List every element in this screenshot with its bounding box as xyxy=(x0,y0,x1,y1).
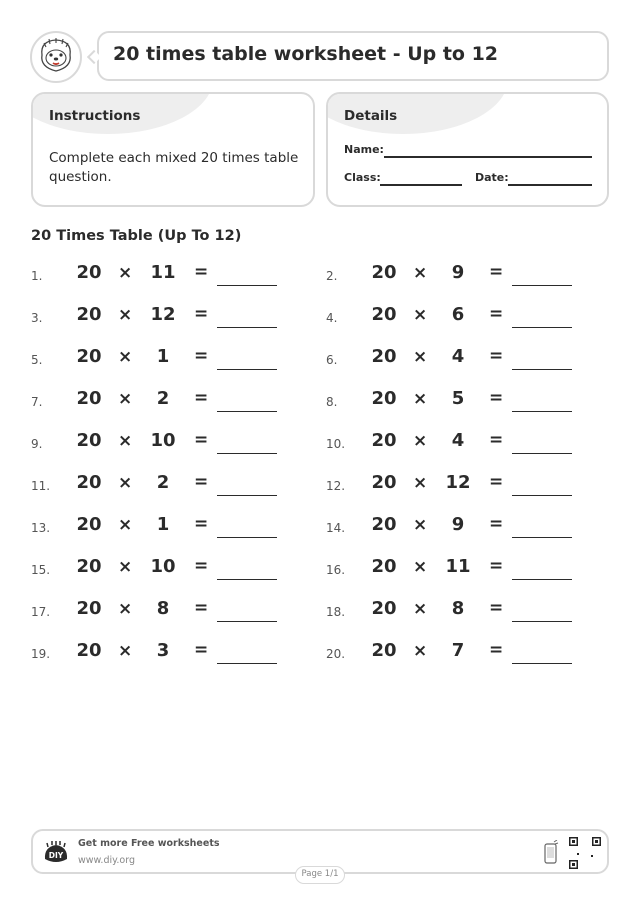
instructions-heading: Instructions xyxy=(49,108,141,124)
factor-a: 20 xyxy=(371,598,397,619)
question-item xyxy=(326,346,586,374)
factor-b: 1 xyxy=(156,346,170,367)
qr-code-icon xyxy=(569,837,601,869)
factor-a: 20 xyxy=(371,514,397,535)
factor-a: 20 xyxy=(76,640,102,661)
date-label: Date: xyxy=(475,171,509,184)
question-item xyxy=(31,430,291,458)
question-item xyxy=(326,388,586,416)
answer-blank[interactable] xyxy=(512,495,572,496)
answer-blank[interactable] xyxy=(217,369,277,370)
answer-blank[interactable] xyxy=(217,411,277,412)
factor-a: 20 xyxy=(76,262,102,283)
class-label: Class: xyxy=(344,171,381,184)
answer-blank[interactable] xyxy=(217,453,277,454)
factor-b: 8 xyxy=(451,598,465,619)
factor-b: 10 xyxy=(150,556,176,577)
factor-b: 7 xyxy=(451,640,465,661)
equals-sign: = xyxy=(194,556,209,576)
equals-sign: = xyxy=(194,388,209,408)
times-sign: × xyxy=(413,347,428,367)
times-sign: × xyxy=(118,599,133,619)
answer-blank[interactable] xyxy=(217,537,277,538)
answer-blank[interactable] xyxy=(512,453,572,454)
page-title: 20 times table worksheet - Up to 12 xyxy=(113,43,499,65)
question-item xyxy=(326,598,586,626)
times-sign: × xyxy=(413,515,428,535)
question-number: 4. xyxy=(326,311,338,325)
question-number: 18. xyxy=(326,605,346,619)
question-item xyxy=(326,262,586,290)
times-sign: × xyxy=(118,557,133,577)
equals-sign: = xyxy=(489,514,504,534)
phone-icon xyxy=(543,840,559,866)
question-number: 15. xyxy=(31,563,51,577)
times-sign: × xyxy=(413,557,428,577)
answer-blank[interactable] xyxy=(512,369,572,370)
times-sign: × xyxy=(118,305,133,325)
answer-blank[interactable] xyxy=(512,579,572,580)
factor-a: 20 xyxy=(371,556,397,577)
equals-sign: = xyxy=(489,346,504,366)
question-number: 7. xyxy=(31,395,43,409)
factor-b: 12 xyxy=(150,304,176,325)
svg-text:DIY: DIY xyxy=(48,851,64,860)
equals-sign: = xyxy=(194,346,209,366)
factor-b: 4 xyxy=(451,346,465,367)
equals-sign: = xyxy=(194,304,209,324)
factor-b: 5 xyxy=(451,388,465,409)
title-box xyxy=(97,31,609,81)
equals-sign: = xyxy=(194,598,209,618)
equals-sign: = xyxy=(489,598,504,618)
answer-blank[interactable] xyxy=(512,411,572,412)
factor-b: 1 xyxy=(156,514,170,535)
instructions-panel xyxy=(31,92,315,207)
answer-blank[interactable] xyxy=(217,327,277,328)
question-number: 1. xyxy=(31,269,43,283)
equals-sign: = xyxy=(489,556,504,576)
question-number: 17. xyxy=(31,605,51,619)
times-sign: × xyxy=(413,599,428,619)
equals-sign: = xyxy=(194,640,209,660)
question-item xyxy=(31,514,291,542)
details-panel xyxy=(326,92,609,207)
times-sign: × xyxy=(118,641,133,661)
answer-blank[interactable] xyxy=(217,495,277,496)
factor-a: 20 xyxy=(371,346,397,367)
factor-b: 10 xyxy=(150,430,176,451)
factor-b: 3 xyxy=(156,640,170,661)
section-title: 20 Times Table (Up To 12) xyxy=(31,228,242,244)
times-sign: × xyxy=(118,473,133,493)
answer-blank[interactable] xyxy=(512,537,572,538)
details-heading: Details xyxy=(344,108,398,124)
answer-blank[interactable] xyxy=(512,285,572,286)
times-sign: × xyxy=(118,389,133,409)
question-number: 12. xyxy=(326,479,346,493)
factor-b: 9 xyxy=(451,262,465,283)
answer-blank[interactable] xyxy=(512,663,572,664)
question-item xyxy=(31,472,291,500)
factor-a: 20 xyxy=(371,304,397,325)
times-sign: × xyxy=(413,431,428,451)
sloth-avatar-icon xyxy=(30,31,82,83)
factor-a: 20 xyxy=(76,472,102,493)
equals-sign: = xyxy=(489,430,504,450)
question-item xyxy=(31,598,291,626)
question-item xyxy=(326,472,586,500)
question-item xyxy=(31,262,291,290)
equals-sign: = xyxy=(489,388,504,408)
equals-sign: = xyxy=(194,472,209,492)
name-field[interactable] xyxy=(384,156,592,158)
footer-url[interactable]: www.diy.org xyxy=(78,855,135,866)
equals-sign: = xyxy=(489,304,504,324)
factor-b: 6 xyxy=(451,304,465,325)
question-item xyxy=(326,640,586,668)
factor-a: 20 xyxy=(76,304,102,325)
answer-blank[interactable] xyxy=(217,579,277,580)
factor-b: 9 xyxy=(451,514,465,535)
question-item xyxy=(326,556,586,584)
times-sign: × xyxy=(118,515,133,535)
date-field[interactable] xyxy=(508,184,592,186)
question-item xyxy=(31,640,291,668)
question-number: 16. xyxy=(326,563,346,577)
times-sign: × xyxy=(118,347,133,367)
factor-a: 20 xyxy=(76,598,102,619)
question-number: 9. xyxy=(31,437,43,451)
equals-sign: = xyxy=(489,262,504,282)
factor-a: 20 xyxy=(76,430,102,451)
answer-blank[interactable] xyxy=(217,621,277,622)
times-sign: × xyxy=(118,263,133,283)
question-number: 10. xyxy=(326,437,346,451)
factor-a: 20 xyxy=(76,556,102,577)
factor-a: 20 xyxy=(371,262,397,283)
question-number: 6. xyxy=(326,353,338,367)
factor-a: 20 xyxy=(371,430,397,451)
question-number: 8. xyxy=(326,395,338,409)
instructions-text: Complete each mixed 20 times table question. xyxy=(49,150,299,185)
question-number: 14. xyxy=(326,521,346,535)
factor-a: 20 xyxy=(76,388,102,409)
question-item xyxy=(31,388,291,416)
question-item xyxy=(326,430,586,458)
factor-b: 11 xyxy=(150,262,176,283)
page-number: Page 1/1 xyxy=(295,866,345,884)
times-sign: × xyxy=(413,389,428,409)
factor-a: 20 xyxy=(76,346,102,367)
answer-blank[interactable] xyxy=(217,285,277,286)
answer-blank[interactable] xyxy=(512,621,572,622)
times-sign: × xyxy=(413,473,428,493)
factor-b: 8 xyxy=(156,598,170,619)
factor-b: 4 xyxy=(451,430,465,451)
equals-sign: = xyxy=(489,640,504,660)
question-item xyxy=(31,556,291,584)
diy-logo-icon[interactable] xyxy=(42,839,70,867)
question-number: 3. xyxy=(31,311,43,325)
factor-a: 20 xyxy=(76,514,102,535)
name-label: Name: xyxy=(344,143,384,156)
factor-a: 20 xyxy=(371,388,397,409)
equals-sign: = xyxy=(194,430,209,450)
question-item xyxy=(31,304,291,332)
question-number: 11. xyxy=(31,479,51,493)
times-sign: × xyxy=(413,305,428,325)
footer-promo-text: Get more Free worksheets xyxy=(78,838,220,849)
equals-sign: = xyxy=(194,514,209,534)
question-number: 20. xyxy=(326,647,346,661)
answer-blank[interactable] xyxy=(512,327,572,328)
factor-a: 20 xyxy=(371,640,397,661)
question-number: 2. xyxy=(326,269,338,283)
question-number: 5. xyxy=(31,353,43,367)
factor-b: 11 xyxy=(445,556,471,577)
factor-a: 20 xyxy=(371,472,397,493)
question-number: 19. xyxy=(31,647,51,661)
times-sign: × xyxy=(413,263,428,283)
class-field[interactable] xyxy=(380,184,462,186)
factor-b: 12 xyxy=(445,472,471,493)
equals-sign: = xyxy=(489,472,504,492)
factor-b: 2 xyxy=(156,472,170,493)
times-sign: × xyxy=(118,431,133,451)
question-number: 13. xyxy=(31,521,51,535)
equals-sign: = xyxy=(194,262,209,282)
question-item xyxy=(326,304,586,332)
question-item xyxy=(326,514,586,542)
answer-blank[interactable] xyxy=(217,663,277,664)
question-item xyxy=(31,346,291,374)
factor-b: 2 xyxy=(156,388,170,409)
times-sign: × xyxy=(413,641,428,661)
